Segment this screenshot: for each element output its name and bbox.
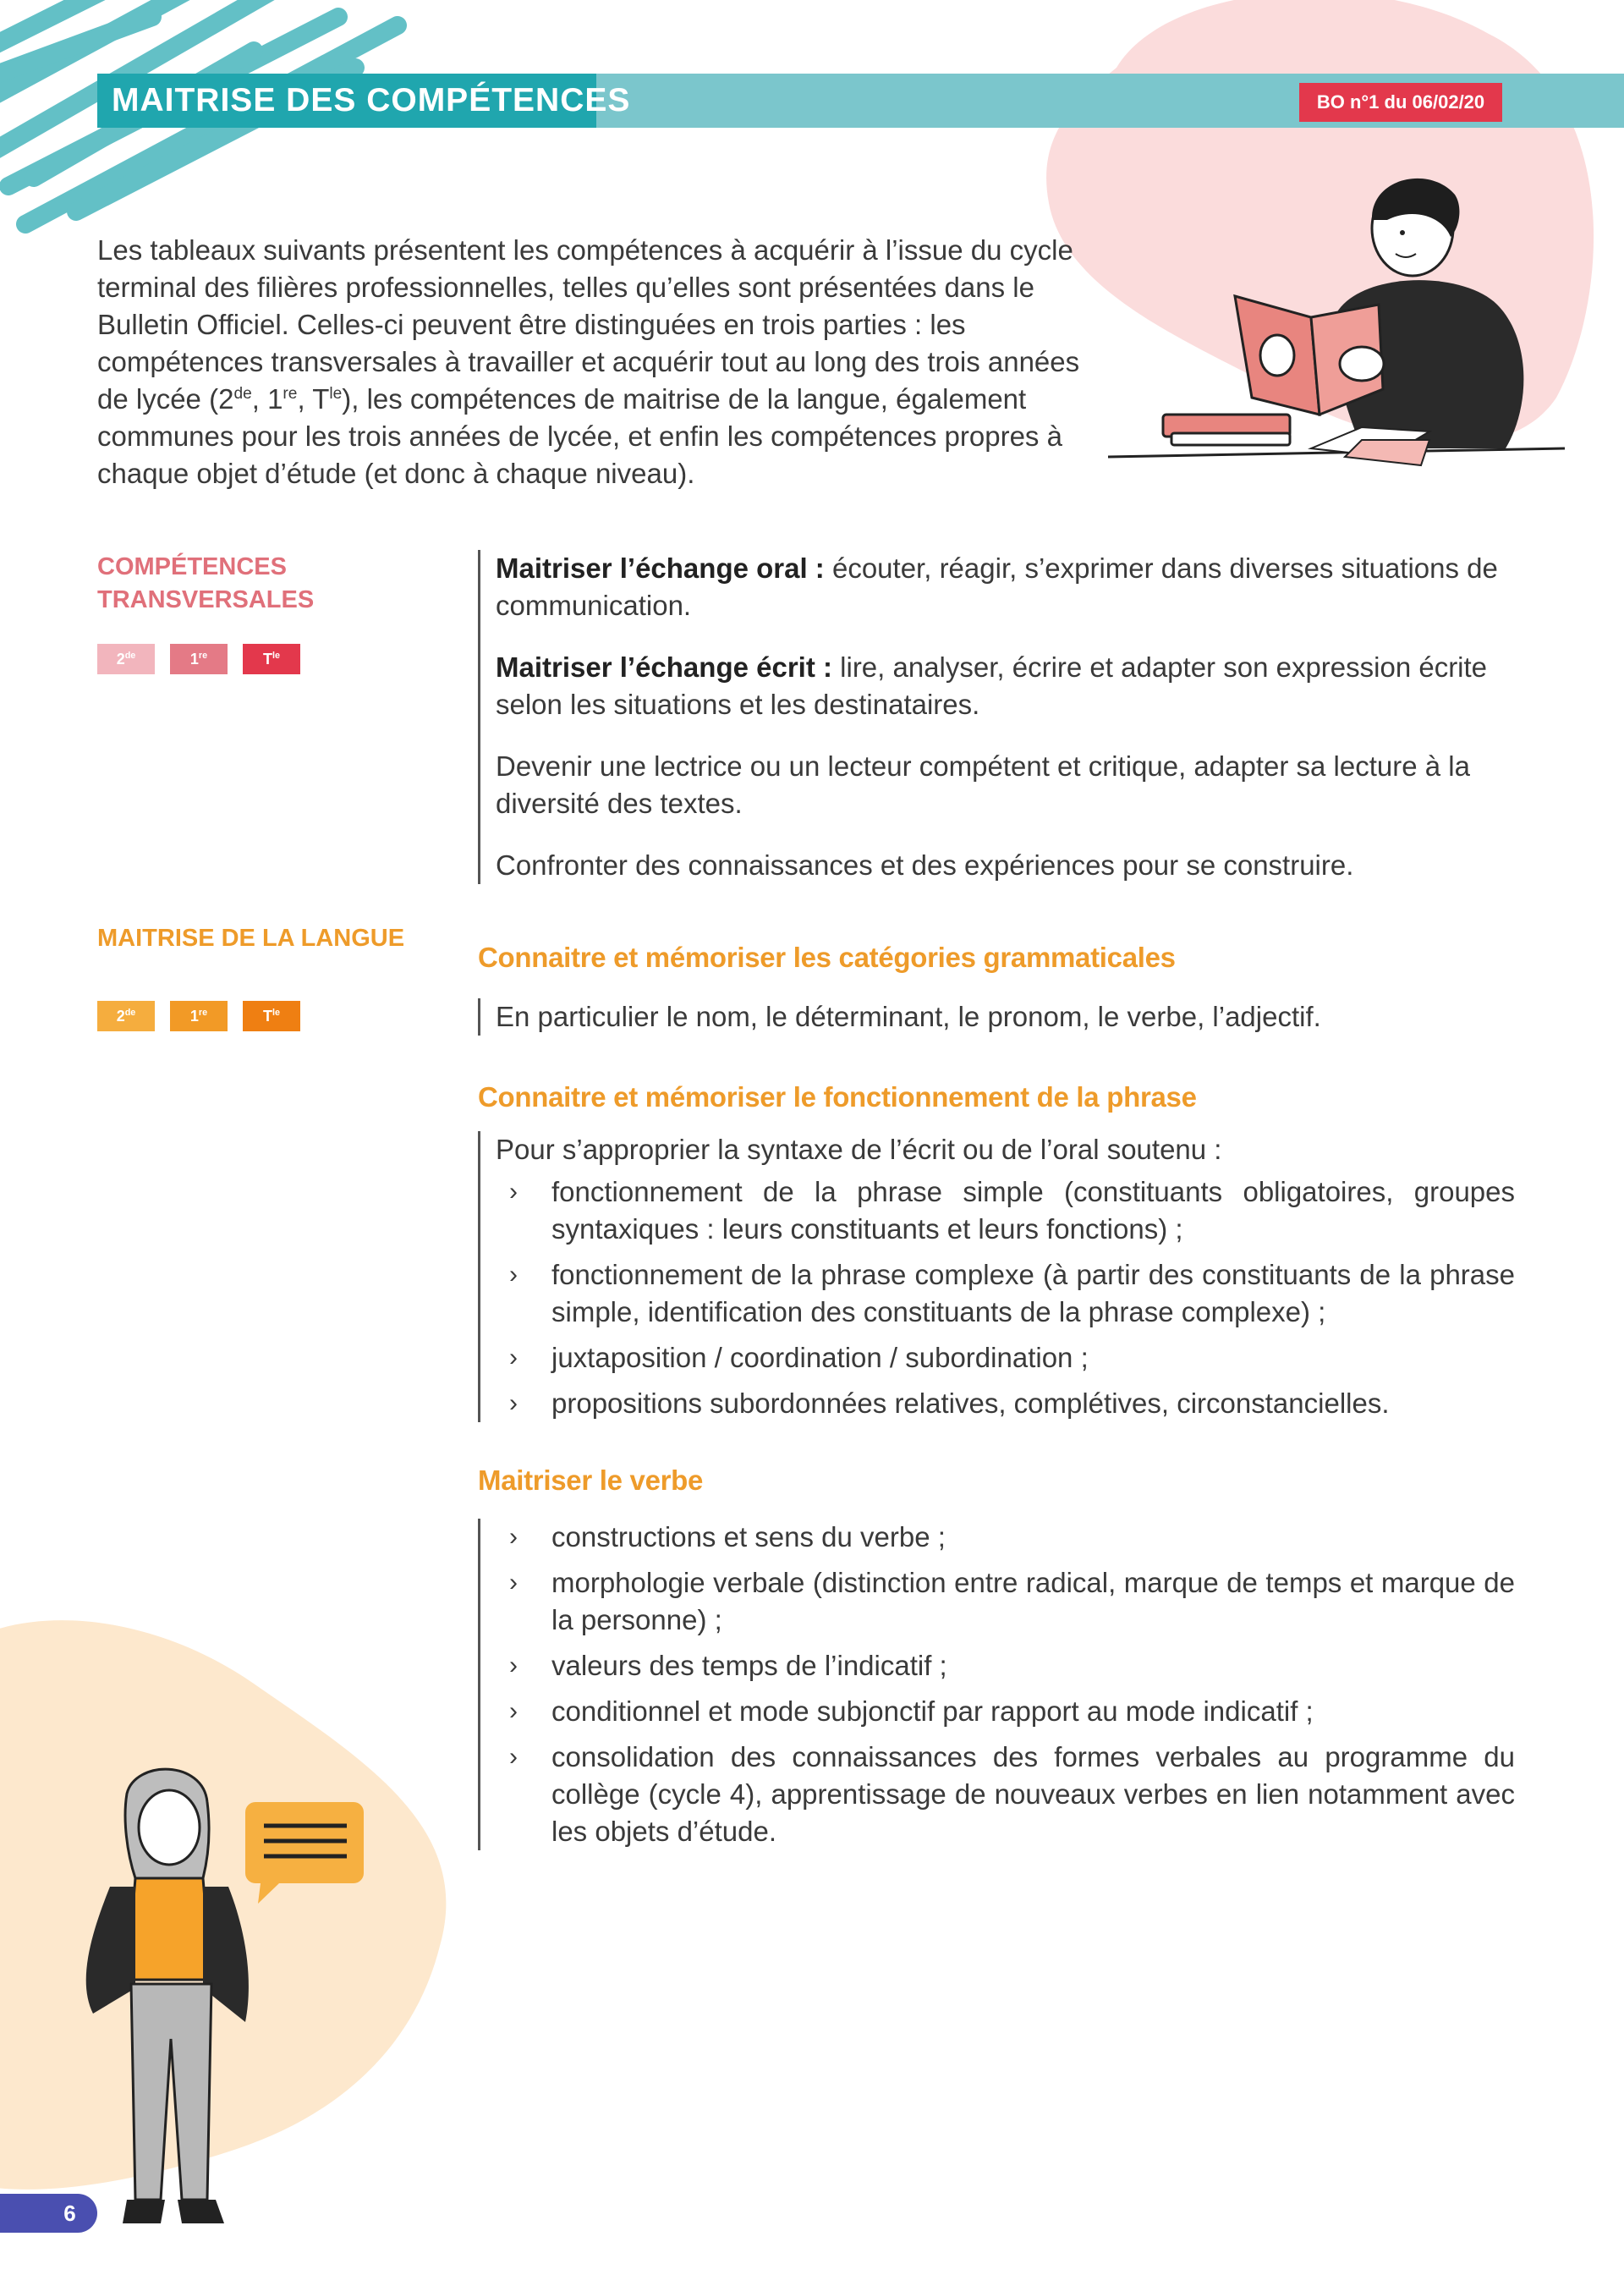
transversales-block [478,550,1515,884]
chevron-right-icon: › [509,1344,518,1371]
chevron-right-icon: › [509,1651,518,1679]
intro-text-before: Les tableaux suivants présentent les compétences à acquérir à l’issue du cycle terminal des filières professionnelles, telles qu’elles sont présentées dans le Bulletin Officiel. Celles-ci peuvent être distinguées en trois parties : les compétences transversales à travailler et acquérir tout au long des trois années de lycée ( [97,234,1080,415]
chevron-right-icon: › [509,1261,518,1289]
verbe-block [478,1519,1515,1850]
intro-grade-2de: 2de [218,383,252,415]
grade-badge-tle: $T^{le}$ [243,644,300,674]
grade-badge-1re: 1re [170,644,228,674]
list-item: › conditionnel et mode subjonctif par rapport au mode indicatif ; [496,1693,1515,1730]
chevron-right-icon: › [509,1523,518,1551]
competence-item: Maitriser l’échange oral : écouter, réagir, s’exprimer dans diverses situations de communication. [496,552,1498,621]
phrase-block [478,1131,1515,1422]
categories-text: En particulier le nom, le déterminant, le pronom, le verbe, l’adjectif. [496,1001,1321,1032]
page-title: MAITRISE DES COMPÉTENCES [112,82,631,118]
list-item: › constructions et sens du verbe ; [496,1519,1515,1556]
chevron-right-icon: › [509,1697,518,1725]
heading-categories-grammaticales: Connaitre et mémoriser les catégories grammaticales [478,942,1176,973]
heading-fonctionnement-phrase: Connaitre et mémoriser le fonctionnement de la phrase [478,1081,1197,1113]
chevron-right-icon: › [509,1389,518,1417]
grade-badge-1re: 1re [170,1001,228,1031]
competence-item: Devenir une lectrice ou un lecteur compétent et critique, adapter sa lecture à la diversité des textes. [496,750,1470,819]
page-number: 6 [0,2194,97,2233]
woman-speech-bubble-illustration [42,1760,381,2234]
intro-text-after: ), les compétences de maitrise de la langue, également communes pour les trois années de lycée, et enfin les compétences propres à chaque objet d’étude (et donc à chaque niveau). [97,383,1062,489]
section-label-langue: MAITRISE DE LA LANGUE [97,925,405,952]
chevron-right-icon: › [509,1178,518,1206]
phrase-intro: Pour s’approprier la syntaxe de l’écrit ou de l’oral soutenu : [496,1134,1222,1165]
categories-block [478,998,1515,1036]
grade-badge-2de: 2de [97,644,155,674]
grade-badge-2de: 2de [97,1001,155,1031]
list-item: › morphologie verbale (distinction entre radical, marque de temps et marque de la personne) ; [496,1564,1515,1639]
competence-item: Maitriser l’échange écrit : lire, analyser, écrire et adapter son expression écrite selon les situations et les destinataires. [496,651,1488,720]
grade-badges-transversales [97,644,300,674]
list-item: › valeurs des temps de l’indicatif ; [496,1647,1515,1684]
bo-reference-badge: BO n°1 du 06/02/20 [1299,83,1502,122]
heading-maitriser-verbe: Maitriser le verbe [478,1464,704,1496]
man-reading-book-illustration [1108,169,1582,482]
chevron-right-icon: › [509,1569,518,1596]
phrase-list [496,1173,1515,1422]
intro-paragraph: Les tableaux suivants présentent les compétences à acquérir à l’issue du cycle terminal des filières professionnelles, telles qu’elles sont présentées dans le Bulletin Officiel. Celles-ci peuvent être distinguées en trois parties : les compétences transversales à travailler et acquérir tout au long des trois années de lycée (2de, 1re, $T^{le}$), les compétences de maitrise de la langue, également communes pour les trois années de lycée, et enfin les compétences propres à chaque objet d’étude (et donc à chaque niveau). [97,234,1080,489]
list-item: › juxtaposition / coordination / subordination ; [496,1339,1515,1377]
list-item: › consolidation des connaissances des formes verbales au programme du collège (cycle 4), apprentissage de nouveaux verbes en lien notamment avec les objets d’étude. [496,1739,1515,1850]
list-item: › propositions subordonnées relatives, complétives, circonstancielles. [496,1385,1515,1422]
grade-badge-tle: $T^{le}$ [243,1001,300,1031]
list-item: › fonctionnement de la phrase complexe (à partir des constituants de la phrase simple, identification des constituants de la phrase complexe) ; [496,1256,1515,1331]
chevron-right-icon: › [509,1743,518,1771]
intro-grade-1re: 1re [267,383,298,415]
competence-item: Confronter des connaissances et des expériences pour se construire. [496,849,1354,881]
grade-badges-langue [97,1001,300,1031]
section-label-transversales: COMPÉTENCES TRANSVERSALES [97,553,315,613]
verbe-list [496,1519,1515,1850]
speech-bubble-icon [245,1802,364,1904]
list-item: › fonctionnement de la phrase simple (constituants obligatoires, groupes syntaxiques : leurs constituants et leurs fonctions) ; [496,1173,1515,1248]
intro-grade-tle: $T^{le}$ [312,383,343,415]
